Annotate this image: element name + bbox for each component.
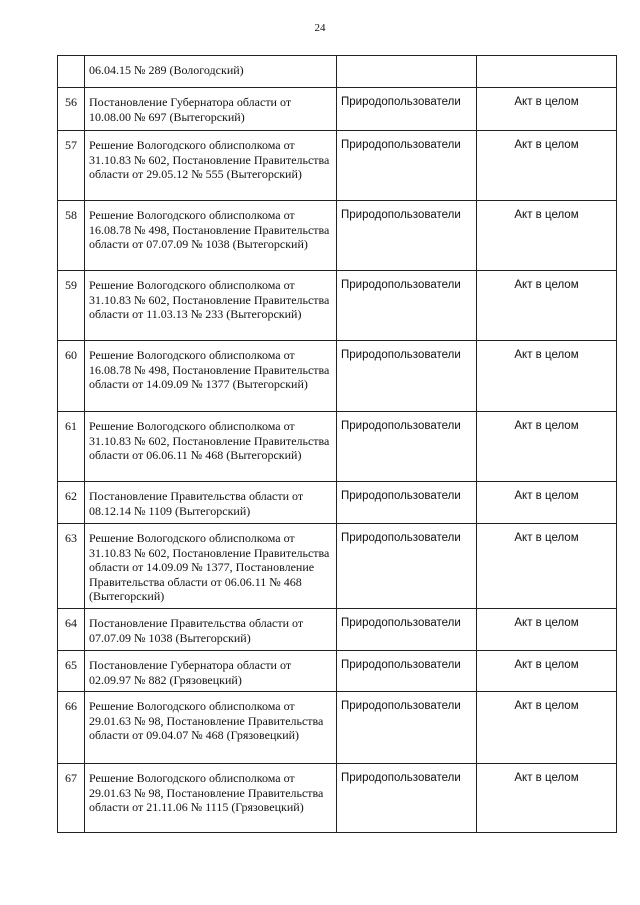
subjects-cell: Природопользователи: [337, 482, 477, 524]
table-row: [58, 524, 617, 609]
table-row: [58, 341, 617, 412]
document-cell: Решение Вологодского облисполкома от 16.08.78 № 498, Постановление Правительства области от 14.09.09 № 1377 (Вытегорский): [85, 341, 337, 412]
requisite-cell: Акт в целом: [477, 201, 617, 271]
document-cell: Решение Вологодского облисполкома от 29.01.63 № 98, Постановление Правительства области от 09.04.07 № 468 (Грязовецкий): [85, 692, 337, 764]
table-row: [58, 201, 617, 271]
requisite-cell: Акт в целом: [477, 692, 617, 764]
requisite-cell: Акт в целом: [477, 131, 617, 201]
requisite-cell: Акт в целом: [477, 651, 617, 692]
document-cell: Решение Вологодского облисполкома от 31.10.83 № 602, Постановление Правительства области от 29.05.12 № 555 (Вытегорский): [85, 131, 337, 201]
table-row: [58, 482, 617, 524]
document-cell: Постановление Правительства области от 08.12.14 № 1109 (Вытегорский): [85, 482, 337, 524]
table-row: [58, 609, 617, 651]
subjects-cell: Природопользователи: [337, 764, 477, 833]
subjects-cell: Природопользователи: [337, 524, 477, 609]
requisite-cell: Акт в целом: [477, 271, 617, 341]
document-cell: Решение Вологодского облисполкома от 31.10.83 № 602, Постановление Правительства области от 06.06.11 № 468 (Вытегорский): [85, 412, 337, 482]
requisite-cell: Акт в целом: [477, 412, 617, 482]
row-number: 61: [58, 412, 85, 482]
requisite-cell: Акт в целом: [477, 482, 617, 524]
row-number: 59: [58, 271, 85, 341]
document-cell: 06.04.15 № 289 (Вологодский): [85, 56, 337, 88]
table-row: [58, 692, 617, 764]
row-number: 65: [58, 651, 85, 692]
row-number: 58: [58, 201, 85, 271]
subjects-cell: Природопользователи: [337, 412, 477, 482]
subjects-cell: Природопользователи: [337, 88, 477, 131]
row-number: 67: [58, 764, 85, 833]
document-cell: Решение Вологодского облисполкома от 16.08.78 № 498, Постановление Правительства области от 07.07.09 № 1038 (Вытегорский): [85, 201, 337, 271]
row-number: 63: [58, 524, 85, 609]
row-number: 64: [58, 609, 85, 651]
row-number: [58, 56, 85, 88]
page-number: 24: [314, 22, 326, 34]
requisite-cell: Акт в целом: [477, 341, 617, 412]
requisite-cell: Акт в целом: [477, 609, 617, 651]
row-number: 56: [58, 88, 85, 131]
document-cell: Постановление Губернатора области от 10.08.00 № 697 (Вытегорский): [85, 88, 337, 131]
requisite-cell: Акт в целом: [477, 764, 617, 833]
document-cell: Постановление Губернатора области от 02.09.97 № 882 (Грязовецкий): [85, 651, 337, 692]
subjects-cell: Природопользователи: [337, 609, 477, 651]
row-number: 57: [58, 131, 85, 201]
table-row: [58, 88, 617, 131]
table-row: [58, 412, 617, 482]
row-number: 60: [58, 341, 85, 412]
document-cell: Решение Вологодского облисполкома от 31.10.83 № 602, Постановление Правительства области от 14.09.09 № 1377, Постановление Правительства области от 06.06.11 № 468 (Вытегорский): [85, 524, 337, 609]
table-row: [58, 271, 617, 341]
document-cell: Постановление Правительства области от 07.07.09 № 1038 (Вытегорский): [85, 609, 337, 651]
table-row: [58, 56, 617, 88]
requisite-cell: Акт в целом: [477, 88, 617, 131]
document-cell: Решение Вологодского облисполкома от 29.01.63 № 98, Постановление Правительства области от 21.11.06 № 1115 (Грязовецкий): [85, 764, 337, 833]
subjects-cell: Природопользователи: [337, 271, 477, 341]
subjects-cell: Природопользователи: [337, 201, 477, 271]
subjects-cell: [337, 56, 477, 88]
row-number: 62: [58, 482, 85, 524]
subjects-cell: Природопользователи: [337, 651, 477, 692]
registry-table: [57, 55, 617, 833]
table-row: [58, 131, 617, 201]
requisite-cell: [477, 56, 617, 88]
document-cell: Решение Вологодского облисполкома от 31.10.83 № 602, Постановление Правительства области от 11.03.13 № 233 (Вытегорский): [85, 271, 337, 341]
table-row: [58, 651, 617, 692]
subjects-cell: Природопользователи: [337, 692, 477, 764]
requisite-cell: Акт в целом: [477, 524, 617, 609]
subjects-cell: Природопользователи: [337, 131, 477, 201]
row-number: 66: [58, 692, 85, 764]
subjects-cell: Природопользователи: [337, 341, 477, 412]
table-row: [58, 764, 617, 833]
